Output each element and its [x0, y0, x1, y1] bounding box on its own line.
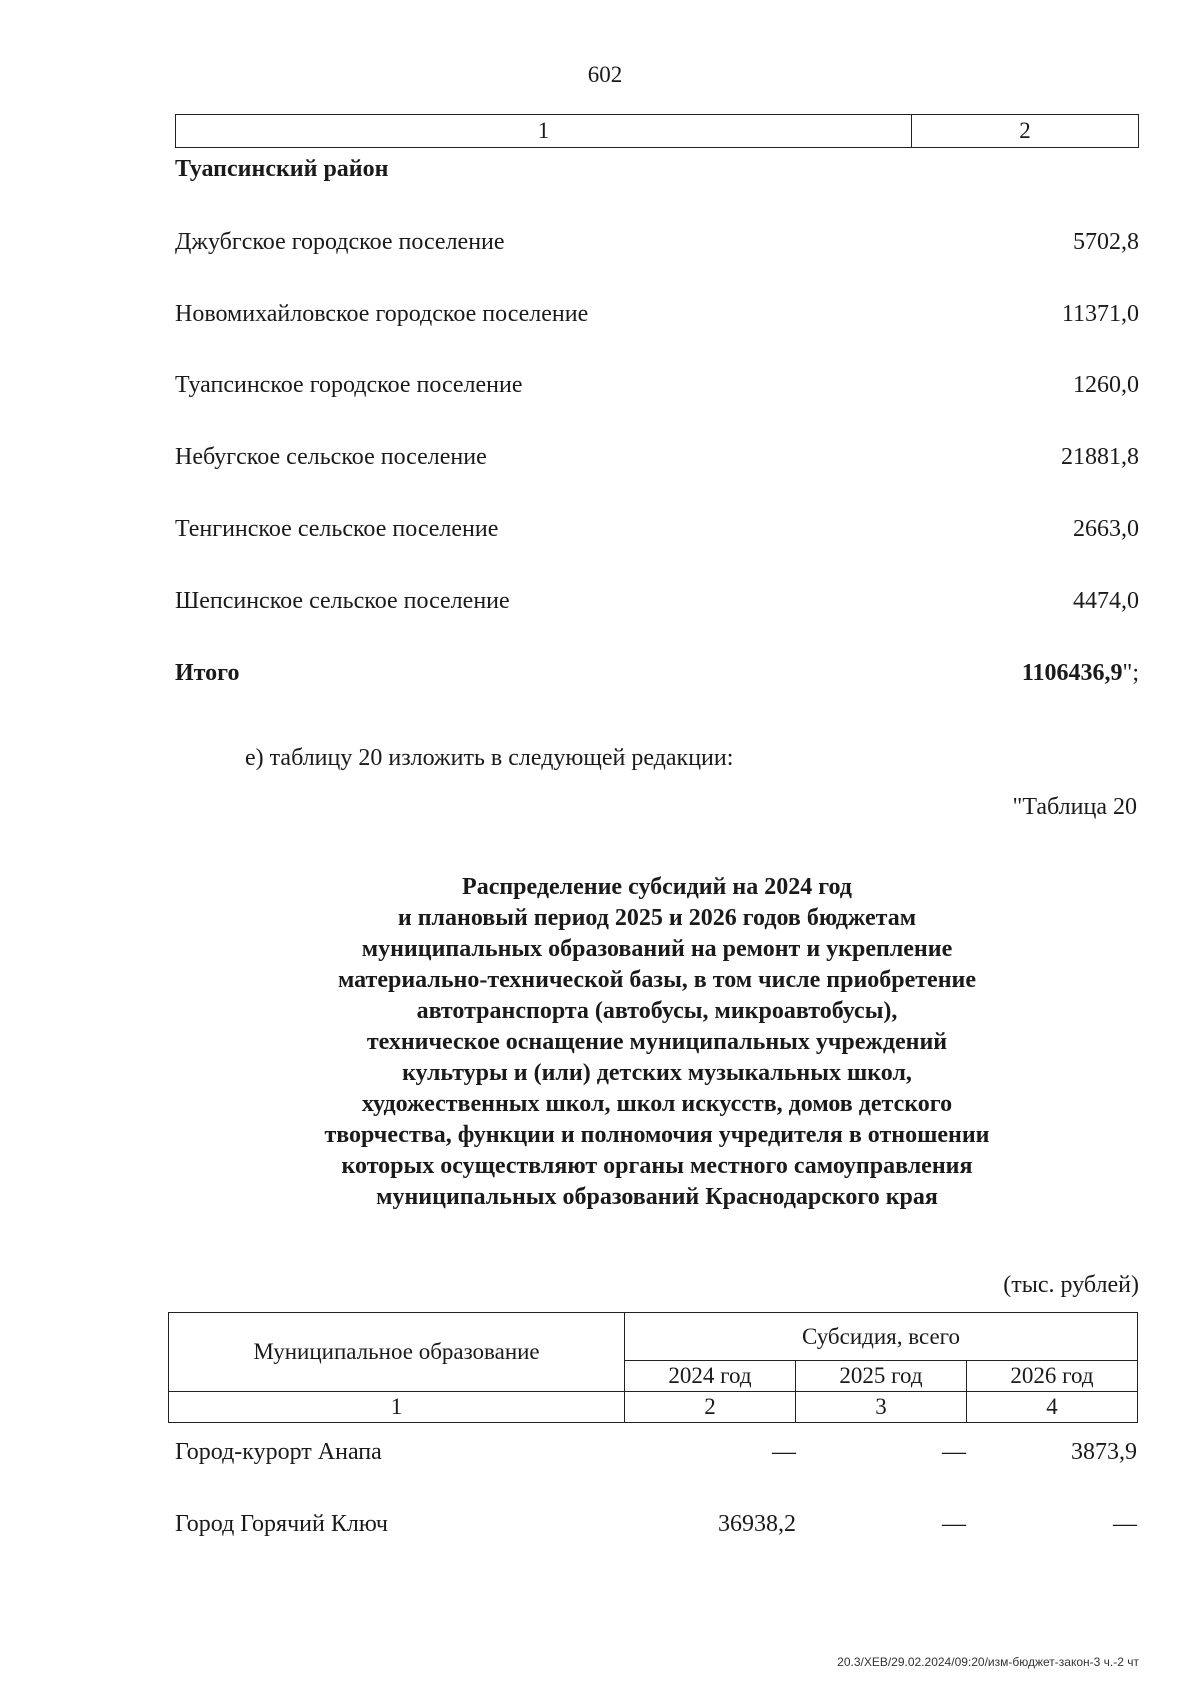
settlement-name: Новомихайловское городское поселение	[175, 301, 589, 327]
settlement-name: Джубгское городское поселение	[175, 229, 505, 255]
municipality-name: Город Горячий Ключ	[175, 1511, 388, 1537]
title-line: культуры и (или) детских музыкальных школ,	[402, 1060, 912, 1086]
header-municipality: Муниципальное образование	[169, 1313, 625, 1392]
settlement-name: Тенгинское сельское поселение	[175, 516, 499, 542]
top-header-col-2: 2	[1019, 118, 1031, 143]
footer-code: 20.3/ХЕВ/29.02.2024/09:20/изм-бюджет-закон-3 ч.-2 чт	[837, 1655, 1139, 1669]
header-year-2024: 2024 год	[625, 1361, 796, 1392]
settlement-value: 11371,0	[1061, 301, 1139, 327]
title-line: муниципальных образований на ремонт и укрепление	[361, 936, 953, 962]
title-line: творчества, функции и полномочия учредителя в отношении	[324, 1122, 990, 1148]
title-line: и плановый период 2025 и 2026 годов бюджетам	[397, 905, 917, 931]
settlement-value: 2663,0	[1073, 516, 1139, 542]
table-caption: "Таблица 20	[1012, 794, 1137, 820]
value-2024: —	[772, 1439, 796, 1465]
col-number-2: 2	[625, 1392, 796, 1423]
total-label: Итого	[175, 660, 240, 686]
title-line: которых осуществляют органы местного самоуправления	[341, 1153, 973, 1179]
col-number-1: 1	[169, 1392, 625, 1423]
title-line: художественных школ, школ искусств, домов детского	[361, 1091, 953, 1117]
units-label: (тыс. рублей)	[1003, 1272, 1139, 1298]
page-number: 602	[587, 62, 623, 87]
table-title	[175, 872, 1139, 1213]
settlement-value: 21881,8	[1061, 444, 1139, 470]
settlement-value: 4474,0	[1073, 588, 1139, 614]
title-line: автотранспорта (автобусы, микроавтобусы),	[416, 998, 898, 1024]
title-line: Распределение субсидий на 2024 год	[462, 874, 852, 900]
title-line: муниципальных образований Краснодарского края	[376, 1184, 938, 1210]
value-2025: —	[942, 1511, 966, 1537]
top-header-col-1: 1	[176, 115, 912, 147]
total-suffix: ";	[1122, 660, 1139, 686]
settlement-value: 5702,8	[1073, 229, 1139, 255]
header-subsidy-total: Субсидия, всего	[625, 1313, 1138, 1361]
total-value: 1106436,9	[1021, 660, 1123, 686]
header-year-2026: 2026 год	[967, 1361, 1138, 1392]
top-header-table	[175, 114, 1139, 148]
col-number-3: 3	[796, 1392, 967, 1423]
value-2025: —	[942, 1439, 966, 1465]
value-2026: 3873,9	[1071, 1439, 1137, 1465]
value-2026: —	[1113, 1511, 1137, 1537]
settlement-name: Небугское сельское поселение	[175, 444, 487, 470]
settlement-value: 1260,0	[1073, 372, 1139, 398]
total-value-group	[1022, 660, 1139, 687]
district-title: Туапсинский район	[175, 156, 389, 182]
header-year-2025: 2025 год	[796, 1361, 967, 1392]
title-line: техническое оснащение муниципальных учреждений	[366, 1029, 948, 1055]
settlement-name: Туапсинское городское поселение	[175, 372, 523, 398]
subsidy-table-header	[168, 1312, 1138, 1423]
municipality-name: Город-курорт Анапа	[175, 1439, 382, 1465]
title-line: материально-технической базы, в том числе приобретение	[337, 967, 977, 993]
value-2024: 36938,2	[718, 1511, 796, 1537]
settlement-name: Шепсинское сельское поселение	[175, 588, 510, 614]
instruction-text: е) таблицу 20 изложить в следующей редакции:	[245, 745, 734, 771]
col-number-4: 4	[967, 1392, 1138, 1423]
